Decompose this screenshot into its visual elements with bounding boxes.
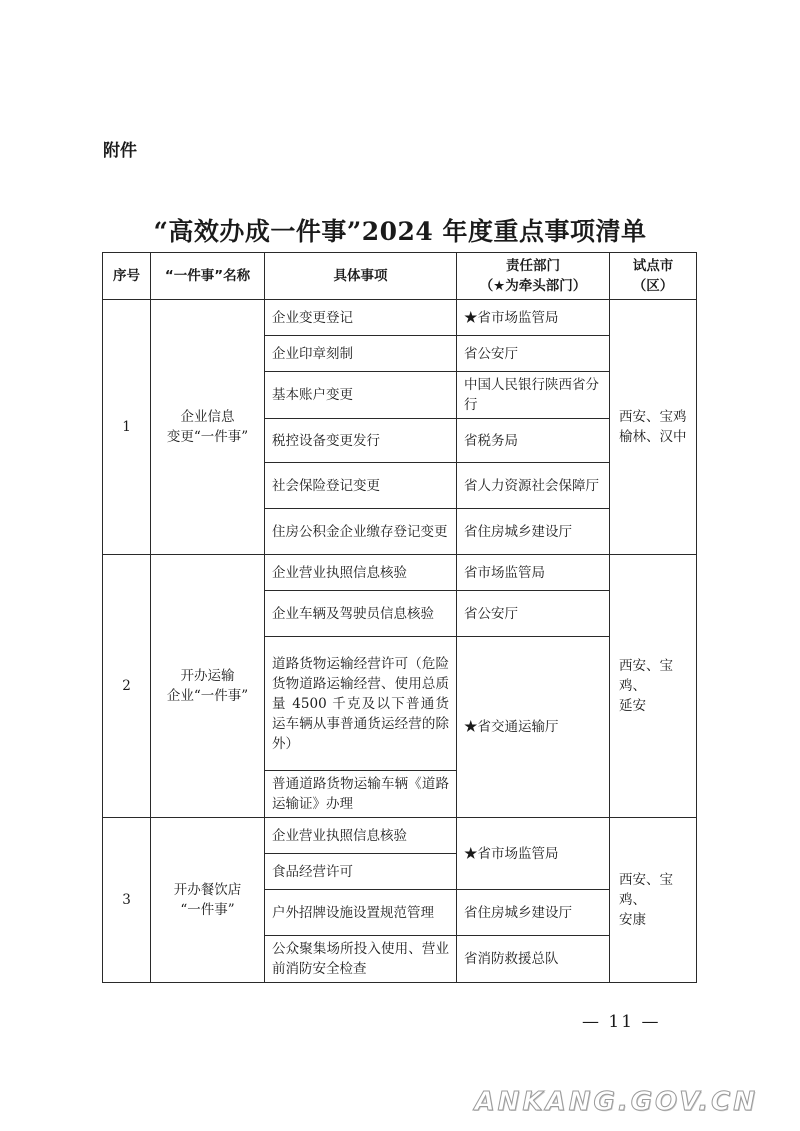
group-name: 开办运输 企业“一件事” — [151, 555, 265, 818]
document-title: “高效办成一件事”2024 年度重点事项清单 — [153, 217, 647, 246]
group-city: 西安、宝鸡、 安康 — [610, 818, 697, 983]
group-index: 3 — [103, 818, 151, 983]
dept-cell: 省住房城乡建设厅 — [457, 509, 610, 555]
item-cell: 企业营业执照信息核验 — [265, 555, 457, 591]
dept-cell: 省住房城乡建设厅 — [457, 890, 610, 936]
item-cell: 户外招牌设施设置规范管理 — [265, 890, 457, 936]
group-name: 开办餐饮店 “一件事” — [151, 818, 265, 983]
dept-cell: 省消防救援总队 — [457, 936, 610, 983]
item-cell: 社会保险登记变更 — [265, 463, 457, 509]
dept-cell: ★省市场监管局 — [457, 818, 610, 890]
group-city: 西安、宝鸡、 延安 — [610, 555, 697, 818]
item-cell: 普通道路货物运输车辆《道路运输证》办理 — [265, 771, 457, 818]
group-name: 企业信息 变更“一件事” — [151, 300, 265, 555]
dept-cell: 省人力资源社会保障厅 — [457, 463, 610, 509]
table-row — [103, 555, 697, 591]
dept-cell: ★省市场监管局 — [457, 300, 610, 336]
group-index: 2 — [103, 555, 151, 818]
table-header-row — [103, 253, 697, 300]
dept-cell: 省市场监管局 — [457, 555, 610, 591]
item-cell: 企业变更登记 — [265, 300, 457, 336]
dept-cell: 省公安厅 — [457, 591, 610, 637]
item-cell: 基本账户变更 — [265, 372, 457, 419]
item-cell: 企业营业执照信息核验 — [265, 818, 457, 854]
group-city: 西安、宝鸡 榆林、汉中 — [610, 300, 697, 555]
item-cell: 税控设备变更发行 — [265, 419, 457, 463]
dept-cell: 省税务局 — [457, 419, 610, 463]
item-cell: 企业印章刻制 — [265, 336, 457, 372]
dept-cell: ★省交通运输厅 — [457, 637, 610, 818]
attachment-label: 附件 — [103, 141, 137, 161]
page-number: — 11 — — [582, 1012, 661, 1032]
group-index: 1 — [103, 300, 151, 555]
header-index: 序号 — [103, 253, 151, 300]
item-cell: 公众聚集场所投入使用、营业前消防安全检查 — [265, 936, 457, 983]
header-dept: 责任部门 （★为牵头部门） — [457, 253, 610, 300]
item-cell: 食品经营许可 — [265, 854, 457, 890]
table-row — [103, 300, 697, 336]
dept-cell: 中国人民银行陕西省分行 — [457, 372, 610, 419]
header-city: 试点市 （区） — [610, 253, 697, 300]
key-matters-table — [102, 252, 697, 983]
table-row — [103, 818, 697, 854]
header-name: “一件事”名称 — [151, 253, 265, 300]
item-cell: 企业车辆及驾驶员信息核验 — [265, 591, 457, 637]
item-cell: 住房公积金企业缴存登记变更 — [265, 509, 457, 555]
site-watermark: ANKANG.GOV.CN — [474, 1087, 758, 1117]
item-cell: 道路货物运输经营许可（危险货物道路运输经营、使用总质量 4500 千克及以下普通货运车辆从事普通货运经营的除外） — [265, 637, 457, 771]
header-item: 具体事项 — [265, 253, 457, 300]
dept-cell: 省公安厅 — [457, 336, 610, 372]
